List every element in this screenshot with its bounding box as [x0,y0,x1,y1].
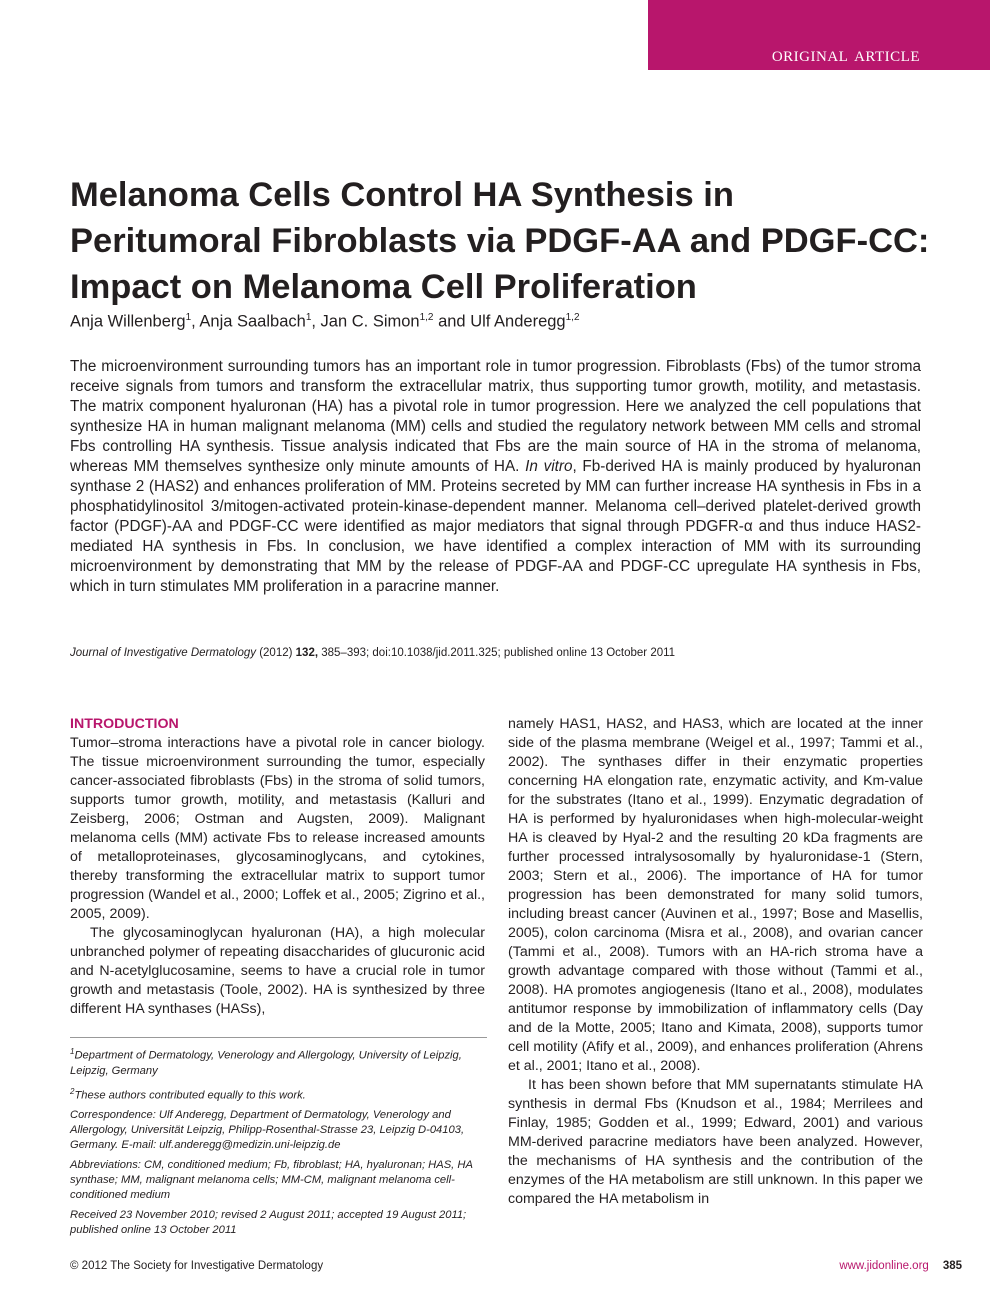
left-column [70,715,485,1019]
page-footer [839,1260,962,1272]
citation-volume: 132, [295,647,319,659]
author-name: Ulf Anderegg [470,312,566,331]
abstract-italic-term: In vitro [525,458,573,475]
body-paragraph: Tumor–stroma interactions have a pivotal role in cancer biology. The tissue microenvironment surrounding the tumor, especially cancer-associated fibroblasts (Fbs) in the stroma of solid tumors, supports tumor growth, motility, and metastasis (Kalluri and Zeisberg, 2006; Ostman and Augsten, 2009). Malignant melanoma cells (MM) activate Fbs to release increased amounts of metalloproteinases, glycosaminoglycans, and cytokines, thereby transforming the extracellular matrix to support tumor progression (Wandel et al., 2000; Loffek et al., 2005; Zigrino et al., 2005, 2009). [70,735,485,922]
author-name: Anja Saalbach [199,312,306,331]
author-affiliation: 1 [185,312,192,323]
footnote-correspondence: Correspondence: Ulf Anderegg, Department of Dermatology, Venerology and Allergology, Universität Leipzig, Philipp-Rosenthal-Strasse 23, Leipzig D-04103, Germany. E-mail: ulf.anderegg@medizin.uni-leipzig.de [70,1109,465,1152]
footnote-text: Department of Dermatology, Venerology and Allergology, University of Leipzig, Leipzig, Germany [70,1049,462,1077]
footnotes [70,1037,487,1243]
article-type-label: original article [771,42,920,66]
copyright-notice: © 2012 The Society for Investigative Dermatology [70,1260,324,1272]
journal-citation [70,645,675,661]
journal-website-link[interactable]: www.jidonline.org [839,1260,929,1272]
author-affiliation: 1 [305,312,312,323]
page-number: 385 [942,1260,962,1272]
citation-details: 385–393; doi:10.1038/jid.2011.325; published online 13 October 2011 [318,647,676,659]
footnote-received: Received 23 November 2010; revised 2 August 2011; accepted 19 August 2011; published online 13 October 2011 [70,1209,467,1237]
right-column [508,715,923,1209]
author-affiliation: 1,2 [419,312,434,323]
abstract-part-2: , Fb-derived HA is mainly produced by hyaluronan synthase 2 (HAS2) and enhances proliferation of MM. Proteins secreted by MM can further increase HA synthesis in Fbs in a phosphatidylinositol 3/mitogen-activated protein-kinase-dependent manner. Melanoma cell–derived platelet-derived growth factor (PDGF)-AA and PDGF-CC were identified as major mediators that signal through PDGFR-α and thus induce HAS2-mediated HA synthesis in Fbs. In conclusion, we have identified a complex interaction of MM with its surrounding microenvironment by demonstrating that MM by the release of PDGF-AA and PDGF-CC upregulate HA synthesis in Fbs, which in turn stimulates MM proliferation in a paracrine manner. [70,458,922,595]
author-separator: and [433,312,471,331]
footnote-marker: 1 [70,1047,75,1056]
footnote-abbreviations: Abbreviations: CM, conditioned medium; Fb, fibroblast; HA, hyaluronan; HAS, HA synthase; MM, malignant melanoma cells; MM-CM, malignant melanoma cell-conditioned medium [70,1159,473,1202]
body-paragraph: The glycosaminoglycan hyaluronan (HA), a high molecular unbranched polymer of repeating disaccharides of glucuronic acid and N-acetylglucosamine, seems to have a crucial role in tumor growth and metastasis (Toole, 2002). HA is synthesized by three different HA synthases (HASs), [70,925,485,1017]
footnote-marker: 2 [70,1086,75,1096]
body-paragraph: It has been shown before that MM supernatants stimulate HA synthesis in dermal Fbs (Knudson et al., 1984; Merrilees and Finlay, 1985; Godden et al., 1999; Edward, 2001) and various MM-derived paracrine mediators have been analyzed. However, the mechanisms of HA synthesis and the contribution of the enzymes of the HA metabolism are still unknown. In this paper we compared the HA metabolism in [508,1077,923,1207]
author-affiliation: 1,2 [565,312,580,323]
abstract [70,357,921,597]
author-separator: , [191,312,200,331]
journal-name: Journal of Investigative Dermatology [70,647,257,659]
author-list [70,306,580,334]
article-title: Melanoma Cells Control HA Synthesis in Peritumoral Fibroblasts via PDGF-AA and PDGF-CC: Impact on Melanoma Cell Proliferation [70,176,930,306]
author-name: Jan C. Simon [320,312,420,331]
footnote-equal-contribution [70,1084,487,1104]
article-type-banner [648,0,990,70]
footnote-text: These authors contributed equally to this work. [74,1089,306,1102]
footnote-affiliation [70,1044,487,1079]
section-heading-introduction: INTRODUCTION [70,716,179,732]
abstract-part-1: The microenvironment surrounding tumors has an important role in tumor progression. Fibroblasts (Fbs) of the tumor stroma receive signals from tumors and transform the extracellular matrix, thus supporting tumor growth, motility, and metastasis. The matrix component hyaluronan (HA) has a pivotal role in tumor progression. Here we analyzed the cell populations that synthesize HA in human malignant melanoma (MM) cells and studied the regulatory network between MM cells and stromal Fbs controlling HA synthesis. Tissue analysis indicated that Fbs are the main source of HA in the stroma of melanoma, whereas MM themselves synthesize only minute amounts of HA. [70,358,921,475]
body-paragraph: namely HAS1, HAS2, and HAS3, which are located at the inner side of the plasma membrane (Weigel et al., 1997; Tammi et al., 2002). The synthases differ in their enzymatic properties concerning HA elongation rate, enzymatic activity, and Km-value for the substrates (Itano et al., 1999). Enzymatic degradation of HA is performed by hyaluronidases when high-molecular-weight HA is cleaved by Hyal-2 and the resulting 20 kDa fragments are further processed intralysosomally by hyaluronidase-1 (Stern, 2003; Stern et al., 2006). The importance of HA for tumor progression has been demonstrated for many solid tumors, including breast cancer (Auvinen et al., 1997; Bose and Masellis, 2005), colon carcinoma (Misra et al., 2008), and ovarian cancer (Tammi et al., 2008). Tumors with an HA-rich stroma have a growth advantage compared with those without (Tammi et al., 2008). HA promotes angiogenesis (Itano et al., 2008), modulates antitumor response by immobilization of inflammatory cells (Day and de la Motte, 2005; Itano and Kimata, 2008), supports tumor cell motility (Afify et al., 2009), and enhances proliferation (Ahrens et al., 2001; Itano et al., 2008). [508,716,923,1074]
author-separator: , [311,312,321,331]
citation-year: (2012) [256,647,296,659]
author-name: Anja Willenberg [70,312,186,331]
